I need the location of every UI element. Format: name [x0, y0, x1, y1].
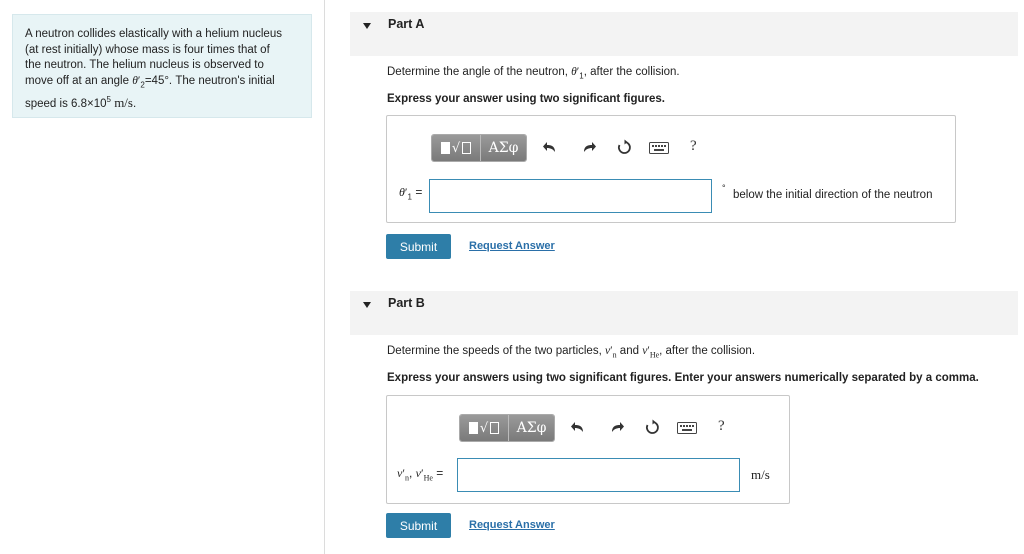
prime-symbol: ′ [610, 345, 613, 357]
part-b-button-group [459, 414, 555, 442]
part-b-answer-input[interactable] [457, 458, 740, 492]
theta-symbol: θ [132, 74, 138, 87]
theta-symbol: θ [399, 185, 405, 199]
redo-icon[interactable] [582, 140, 596, 154]
collapse-caret-icon[interactable] [363, 302, 371, 308]
v-symbol: v [415, 466, 421, 480]
question-text: Determine the angle of the neutron, [387, 66, 572, 78]
undo-icon[interactable] [571, 420, 585, 434]
undo-icon[interactable] [543, 140, 557, 154]
part-b-toolbar [459, 412, 555, 444]
problem-line: the neutron. The helium nucleus is observed to [25, 59, 264, 71]
part-a-instruction: Express your answer using two significant figures. [387, 93, 665, 105]
greek-symbols-icon[interactable]: ΑΣφ [480, 135, 526, 161]
problem-line [25, 92, 299, 112]
v-symbol: v [397, 466, 403, 480]
exponent: 5 [106, 95, 111, 105]
part-a-header[interactable] [350, 12, 1018, 56]
question-text: Determine the speeds of the two particles, [387, 345, 605, 357]
prime-symbol: ′ [137, 74, 141, 87]
subscript: n [612, 350, 617, 360]
collapse-caret-icon[interactable] [363, 23, 371, 29]
greek-symbols-icon[interactable]: ΑΣφ [508, 415, 554, 441]
problem-line: A neutron collides elastically with a helium nucleus [25, 28, 282, 40]
subscript: 1 [579, 71, 584, 81]
v-symbol: v [604, 345, 611, 357]
help-icon[interactable]: ? [690, 138, 697, 154]
problem-statement [12, 14, 312, 118]
part-a-request-answer-link[interactable]: Request Answer [469, 240, 555, 252]
help-icon[interactable]: ? [718, 418, 725, 434]
question-text: , after the collision. [659, 345, 756, 357]
problem-text: . [132, 98, 137, 111]
redo-icon[interactable] [610, 420, 624, 434]
subscript: 2 [140, 79, 145, 89]
prime-symbol: ′ [404, 185, 408, 199]
part-b-equation-label [397, 466, 443, 482]
part-b-instruction: Express your answers using two significant figures. Enter your answers numerically separated by a comma. [387, 372, 979, 384]
column-divider [324, 0, 325, 554]
speed-unit: m/s [114, 95, 133, 111]
subscript: He [649, 350, 660, 360]
prime-symbol: ′ [576, 66, 580, 78]
prime-symbol: ′ [647, 345, 650, 357]
part-a-title: Part A [388, 17, 425, 31]
template-icon[interactable]: √ [432, 135, 480, 161]
part-a-equation-label [399, 185, 422, 201]
problem-text: speed is 6.8×10 [25, 98, 107, 111]
reset-icon[interactable] [616, 139, 633, 156]
part-b-unit-text: m/s [751, 467, 770, 482]
equals-sign: = [432, 466, 444, 480]
part-a-answer-box [386, 115, 956, 223]
reset-icon[interactable] [644, 419, 661, 436]
part-b-question [387, 345, 755, 359]
prime-symbol: ′ [402, 466, 405, 480]
subscript: He [423, 473, 433, 483]
question-text: , after the collision. [583, 66, 680, 78]
problem-text: move off at an angle [25, 74, 133, 87]
part-a-button-group [431, 134, 527, 162]
theta-symbol: θ [571, 66, 577, 78]
prime-symbol: ′ [420, 466, 424, 480]
problem-line [25, 74, 299, 93]
subscript: n [404, 473, 409, 483]
v-symbol: v [642, 345, 648, 357]
part-a-unit-text: below the initial direction of the neutron [733, 189, 933, 201]
part-b-title: Part B [388, 296, 425, 310]
part-b-request-answer-link[interactable]: Request Answer [469, 519, 555, 531]
comma: , [408, 466, 416, 480]
problem-line: (at rest initially) whose mass is four times that of [25, 43, 270, 56]
subscript: 1 [407, 192, 412, 202]
part-b-header[interactable] [350, 291, 1018, 335]
template-icon[interactable]: √ [460, 415, 508, 441]
part-a-toolbar [431, 132, 527, 164]
part-b-answer-box [386, 395, 790, 504]
part-b-submit-button[interactable]: Submit [386, 513, 451, 538]
degree-symbol: ° [722, 183, 726, 193]
part-a-question [387, 66, 680, 80]
question-text: and [616, 345, 643, 357]
problem-text: =45°. The neutron's initial [144, 74, 275, 87]
part-a-answer-input[interactable] [429, 179, 712, 213]
part-a-submit-button[interactable]: Submit [386, 234, 451, 259]
keyboard-icon[interactable] [649, 142, 669, 154]
equals-sign: = [411, 185, 423, 199]
keyboard-icon[interactable] [677, 422, 697, 434]
